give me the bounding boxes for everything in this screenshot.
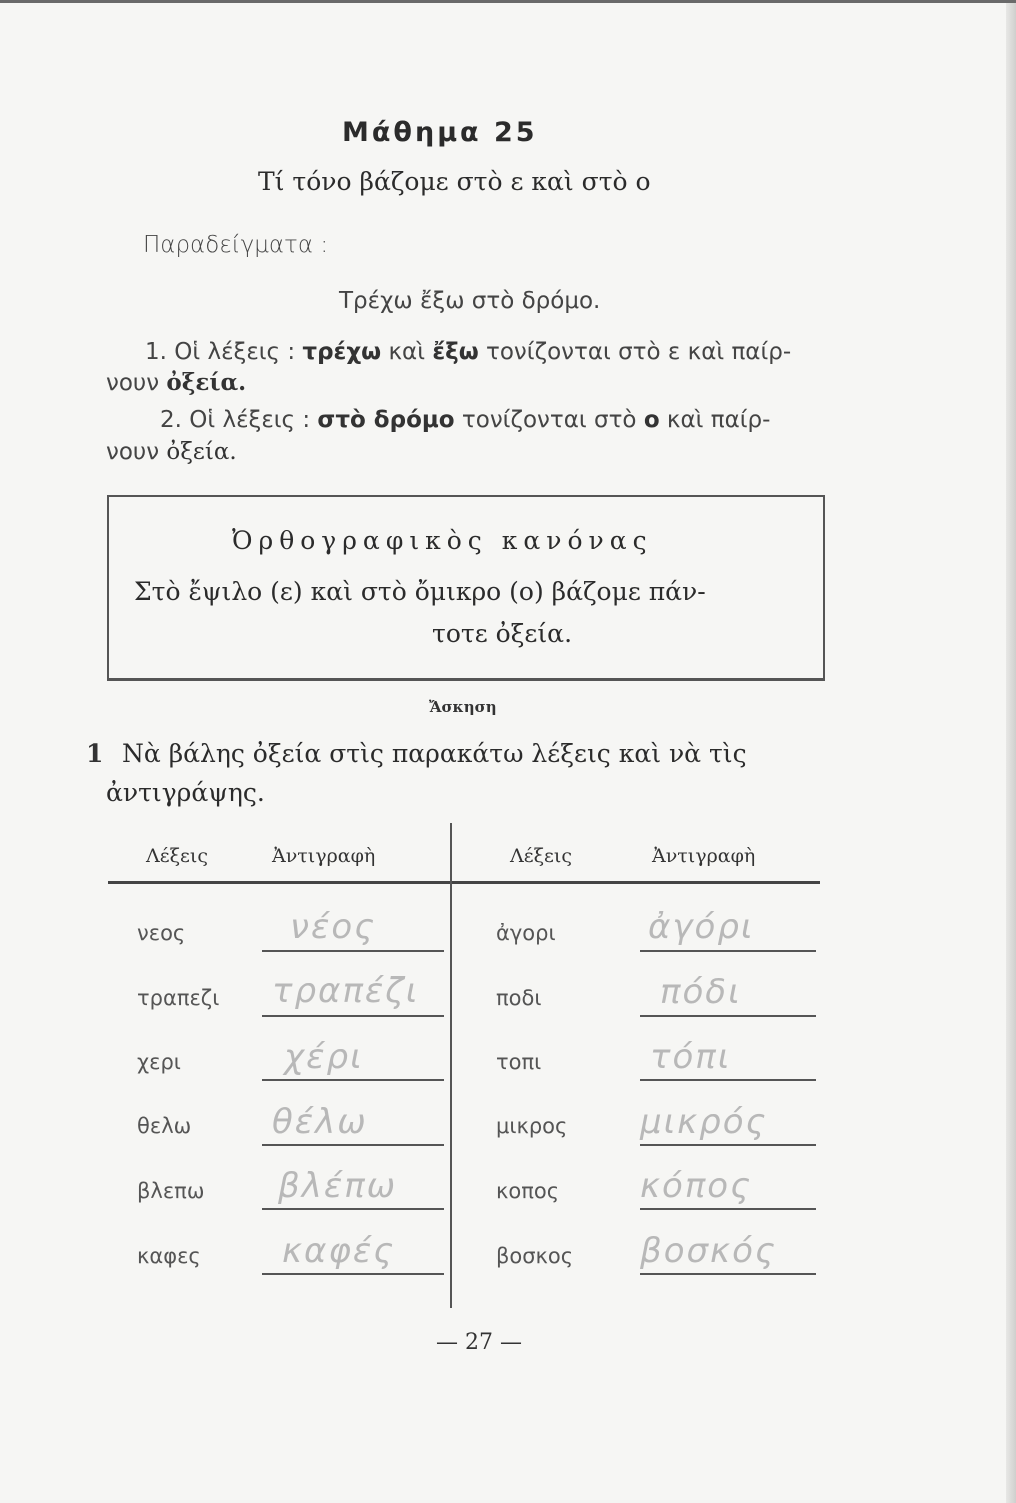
word-left-2: τραπεζι — [137, 986, 220, 1010]
handwritten-copy-left-4: θέλω — [272, 1102, 368, 1142]
column-header-copy-right: Ἀντιγραφὴ — [652, 845, 756, 867]
table-header-rule — [108, 881, 820, 884]
word-right-6: βοσκος — [496, 1244, 574, 1268]
exercise-instruction-line-1: Νὰ βάλης ὀξεία στὶς παρακάτω λέξεις καὶ νὰ τὶς — [122, 739, 747, 768]
handwritten-copy-left-3: χέρι — [284, 1037, 364, 1077]
rule-title: Ὀρθογραφικὸς κανόνας — [232, 526, 653, 555]
answer-line-right-4 — [640, 1144, 816, 1146]
rule-text-line-1: Στὸ ἔψιλο (ε) καὶ στὸ ὄμικρο (ο) βάζομε πάν- — [134, 577, 706, 606]
lesson-subtitle: Τί τόνο βάζομε στὸ ε καὶ στὸ ο — [258, 167, 651, 196]
column-header-copy-left: Ἀντιγραφὴ — [272, 845, 376, 867]
word-left-3: χερι — [137, 1050, 181, 1074]
column-header-words-left: Λέξεις — [146, 845, 208, 867]
word-right-3: τοπι — [496, 1050, 542, 1074]
lesson-title: Μάθημα 25 — [342, 117, 538, 148]
note-2-line-2: νουν ὀξεία. — [106, 439, 237, 465]
answer-line-right-2 — [640, 1015, 816, 1017]
handwritten-copy-right-5: κόπος — [640, 1166, 753, 1206]
answer-line-right-3 — [640, 1079, 816, 1081]
note-1-line-1: 1. Οἱ λέξεις : τρέχω καὶ ἔξω τονίζονται στὸ ε καὶ παίρ- — [145, 339, 792, 365]
table-column-divider — [450, 823, 452, 1308]
answer-line-left-6 — [262, 1273, 444, 1275]
word-right-4: μικρος — [496, 1114, 568, 1138]
handwritten-copy-left-1: νέος — [290, 907, 377, 947]
word-left-1: νεος — [137, 921, 186, 945]
word-right-2: ποδι — [496, 986, 542, 1010]
answer-line-right-6 — [640, 1273, 816, 1275]
answer-line-left-4 — [262, 1144, 444, 1146]
page-number: — 27 — — [436, 1330, 522, 1355]
examples-label: Παραδείγματα : — [143, 232, 329, 258]
word-right-1: ἀγορι — [496, 921, 556, 945]
rule-text-line-2: τοτε ὀξεία. — [432, 619, 573, 648]
word-left-6: καφες — [137, 1244, 201, 1268]
column-header-words-right: Λέξεις — [510, 845, 572, 867]
handwritten-copy-right-6: βοσκός — [640, 1231, 777, 1271]
note-2-line-1: 2. Οἱ λέξεις : στὸ δρόμο τονίζονται στὸ ο καὶ παίρ- — [160, 407, 771, 433]
answer-line-left-2 — [262, 1015, 444, 1017]
word-left-5: βλεπω — [137, 1179, 205, 1203]
page-edge — [1006, 3, 1016, 1503]
word-right-5: κοπος — [496, 1179, 560, 1203]
exercise-number: 1 — [86, 739, 104, 768]
exercise-instruction-line-2: ἀντιγράψης. — [106, 778, 265, 807]
handwritten-copy-right-1: ἀγόρι — [648, 907, 755, 947]
answer-line-right-1 — [640, 950, 816, 952]
handwritten-copy-left-2: τραπέζι — [272, 971, 420, 1011]
handwritten-copy-right-4: μικρός — [640, 1102, 768, 1142]
answer-line-left-5 — [262, 1208, 444, 1210]
exercise-heading: Ἄσκηση — [429, 698, 497, 716]
note-1-line-2: νουν ὀξεία. — [106, 369, 247, 396]
answer-line-left-3 — [262, 1079, 444, 1081]
handwritten-copy-right-2: πόδι — [660, 972, 742, 1012]
handwritten-copy-right-3: τόπι — [650, 1037, 732, 1077]
handwritten-copy-left-5: βλέπω — [278, 1166, 398, 1206]
answer-line-left-1 — [262, 950, 444, 952]
word-left-4: θελω — [137, 1114, 192, 1138]
example-sentence: Τρέχω ἔξω στὸ δρόμο. — [339, 288, 601, 314]
handwritten-copy-left-6: καφές — [282, 1231, 396, 1271]
answer-line-right-5 — [640, 1208, 816, 1210]
